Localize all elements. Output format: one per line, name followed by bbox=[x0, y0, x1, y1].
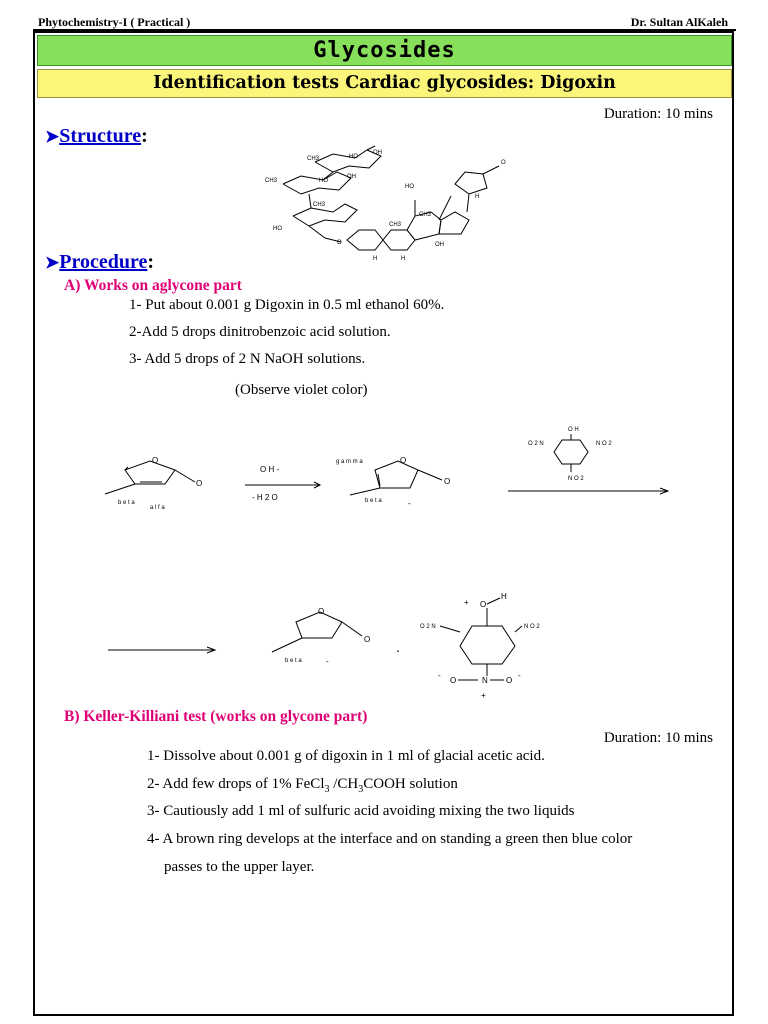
oh-label-1: OH bbox=[373, 150, 382, 156]
minus-label-2: - bbox=[326, 657, 329, 666]
step-2-text-a: 2- Add few drops of 1% FeCl bbox=[147, 776, 325, 792]
oh-label-ring: O H bbox=[568, 427, 579, 433]
part-b-step-3: 3- Cautiously add 1 ml of sulfuric acid avoiding mixing the two liquids bbox=[147, 803, 575, 819]
part-b-step-1: 1- Dissolve about 0.001 g of digoxin in 1 ml of glacial acetic acid. bbox=[147, 748, 545, 764]
h-label-3: H bbox=[475, 194, 480, 200]
o-ring-label-3: O bbox=[318, 607, 325, 616]
part-b-step-4: 4- A brown ring develops at the interface and on standing a green then blue color bbox=[147, 831, 633, 847]
h2o-reagent-label: - H 2 O bbox=[252, 493, 278, 502]
o-carbonyl-label-2: O bbox=[444, 477, 451, 486]
o-label-top: O bbox=[480, 600, 487, 609]
page-subtitle: Identification tests Cardiac glycosides: Digoxin bbox=[37, 69, 732, 98]
step-2-text-c: COOH solution bbox=[363, 776, 458, 792]
ho-label-1: HO bbox=[349, 154, 358, 160]
procedure-colon: : bbox=[147, 251, 155, 273]
alfa-label-1: a l f a bbox=[150, 505, 165, 511]
part-a-step-1: 1- Put about 0.001 g Digoxin in 0.5 ml ethanol 60%. bbox=[129, 297, 445, 313]
oh-reagent-label: O H - bbox=[260, 465, 280, 474]
h-label-2: H bbox=[401, 256, 406, 262]
part-a-heading: A) Works on aglycone part bbox=[64, 277, 242, 294]
no2-label-2: N O 2 bbox=[568, 476, 584, 482]
minus-label-4: - bbox=[518, 671, 521, 680]
duration-b: Duration: 10 mins bbox=[603, 730, 713, 746]
observe-note: (Observe violet color) bbox=[235, 382, 368, 398]
h-label-1: H bbox=[373, 256, 378, 262]
ch3-label-5: CH3 bbox=[419, 212, 432, 218]
part-b-step-4-cont: passes to the upper layer. bbox=[164, 859, 315, 875]
duration-a: Duration: 10 mins bbox=[603, 106, 713, 122]
structure-label: Structure bbox=[59, 125, 142, 147]
o-lactone-label: O bbox=[501, 160, 506, 166]
part-b-step-2 bbox=[147, 776, 458, 795]
procedure-label: Procedure bbox=[59, 251, 148, 273]
step-2-sub-1: 3 bbox=[324, 784, 330, 795]
o2n-label-1: O 2 N bbox=[528, 441, 544, 447]
plus-label-2: + bbox=[481, 691, 486, 700]
ch3-label-3: CH3 bbox=[313, 202, 326, 208]
dot-separator: . bbox=[396, 639, 400, 655]
ho-label-4: HO bbox=[405, 184, 414, 190]
step-2-text-b: /CH bbox=[329, 776, 359, 792]
step-2-sub-2: 3 bbox=[358, 784, 364, 795]
n-label: N bbox=[482, 676, 488, 685]
part-a-step-2: 2-Add 5 drops dinitrobenzoic acid solution. bbox=[129, 324, 391, 340]
gamma-label: g a m m a bbox=[336, 459, 363, 465]
o-label-n1: O bbox=[450, 676, 457, 685]
part-a-step-3: 3- Add 5 drops of 2 N NaOH solutions. bbox=[129, 351, 366, 367]
beta-label-3: b e t a bbox=[285, 658, 302, 664]
ch3-label-4: CH3 bbox=[389, 222, 402, 228]
beta-label-1: b e t a bbox=[118, 500, 135, 506]
ho-label-2: HO bbox=[319, 178, 328, 184]
header-course: Phytochemistry-I ( Practical ) bbox=[38, 15, 191, 29]
plus-label-1: + bbox=[464, 598, 469, 607]
o2n-label-2: O 2 N bbox=[420, 624, 436, 630]
o-carbonyl-label-1: O bbox=[196, 479, 203, 488]
header-author: Dr. Sultan AlKaleh bbox=[630, 15, 728, 29]
o-label-n2: O bbox=[506, 676, 513, 685]
part-b-heading: B) Keller-Killiani test (works on glycone part) bbox=[64, 708, 368, 725]
no2-label-3: N O 2 bbox=[524, 624, 540, 630]
ch3-label-2: CH3 bbox=[265, 178, 278, 184]
arrow-bullet-icon: ➤ bbox=[45, 253, 60, 272]
h-label-top: H bbox=[501, 592, 507, 601]
o-ring-label-1: O bbox=[152, 456, 159, 465]
no2-label-1: N O 2 bbox=[596, 441, 612, 447]
o-link-label: O bbox=[337, 240, 342, 246]
arrow-bullet-icon: ➤ bbox=[45, 127, 60, 146]
oh-label-3: OH bbox=[435, 242, 444, 248]
ch3-label-1: CH3 bbox=[307, 156, 320, 162]
structure-colon: : bbox=[141, 125, 148, 147]
o-ring-label-2: O bbox=[400, 456, 407, 465]
beta-label-2: b e t a bbox=[365, 498, 382, 504]
page-title: Glycosides bbox=[37, 35, 732, 66]
oh-label-2: OH bbox=[347, 174, 356, 180]
o-carbonyl-label-3: O bbox=[364, 635, 371, 644]
minus-label-3: - bbox=[438, 671, 441, 680]
minus-label-1: - bbox=[408, 499, 411, 508]
ho-label-3: HO bbox=[273, 226, 282, 232]
